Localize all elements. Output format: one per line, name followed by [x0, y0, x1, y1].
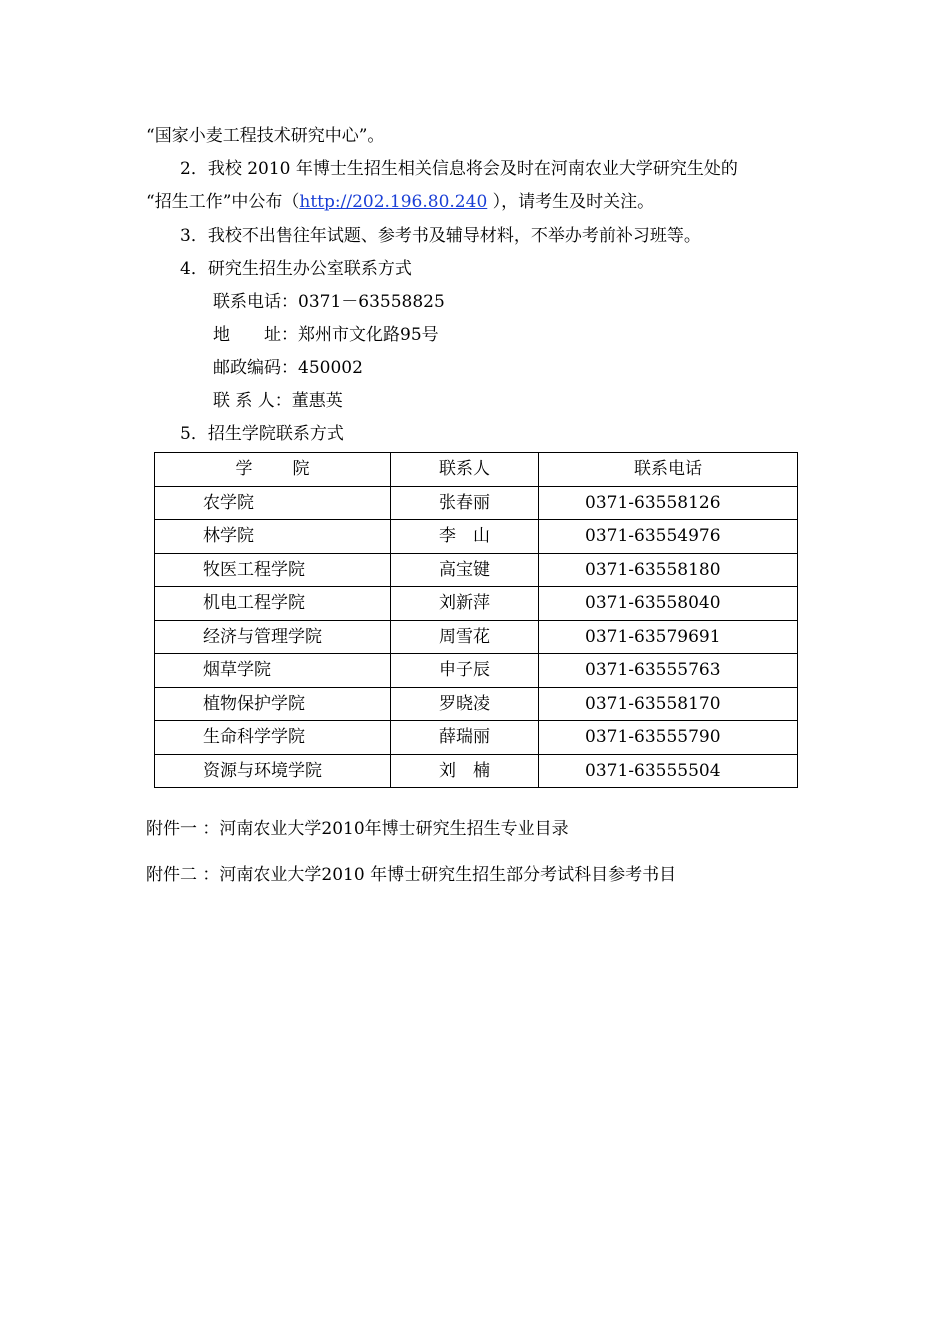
header-contact-person: 联系人 [391, 453, 539, 487]
college-cell: 资源与环境学院 [155, 754, 391, 788]
contact-phone-cell: 0371-63555790 [539, 721, 798, 755]
office-address: 地 址：郑州市文化路95号 [213, 325, 439, 345]
contact-person-cell: 李 山 [391, 520, 539, 554]
office-contact: 联 系 人：董惠英 [213, 391, 343, 411]
contact-phone-cell: 0371-63579691 [539, 620, 798, 654]
header-college: 学院 [155, 453, 391, 487]
item-2-line-2 [146, 191, 654, 213]
office-phone: 联系电话：0371－63558825 [213, 292, 445, 312]
contact-phone-cell: 0371-63554976 [539, 520, 798, 554]
item-5-heading: 5．招生学院联系方式 [180, 424, 344, 444]
header-contact-phone: 联系电话 [539, 453, 798, 487]
contact-person-cell: 周雪花 [391, 620, 539, 654]
contact-person-cell: 张春丽 [391, 486, 539, 520]
intro-line-1: “国家小麦工程技术研究中心”。 [146, 126, 385, 146]
office-postcode: 邮政编码：450002 [213, 358, 363, 378]
contact-person-cell: 刘新萍 [391, 587, 539, 621]
table-row [155, 486, 798, 520]
table-body [155, 486, 798, 788]
contact-phone-cell: 0371-63555504 [539, 754, 798, 788]
college-cell: 经济与管理学院 [155, 620, 391, 654]
contact-phone-cell: 0371-63555763 [539, 654, 798, 688]
table-row [155, 553, 798, 587]
table-row [155, 754, 798, 788]
item-2-text-after-link: ），请考生及时关注。 [487, 192, 655, 212]
college-cell: 林学院 [155, 520, 391, 554]
table-row [155, 520, 798, 554]
contact-phone-cell: 0371-63558126 [539, 486, 798, 520]
item-2-line-1: 2．我校 2010 年博士生招生相关信息将会及时在河南农业大学研究生处的 [180, 159, 738, 179]
college-cell: 植物保护学院 [155, 687, 391, 721]
college-cell: 牧医工程学院 [155, 553, 391, 587]
contact-phone-cell: 0371-63558170 [539, 687, 798, 721]
item-4-heading: 4．研究生招生办公室联系方式 [180, 259, 412, 279]
table-row [155, 721, 798, 755]
table-row [155, 654, 798, 688]
contact-person-cell: 高宝键 [391, 553, 539, 587]
contact-phone-cell: 0371-63558180 [539, 553, 798, 587]
contact-person-cell: 薛瑞丽 [391, 721, 539, 755]
item-3: 3．我校不出售往年试题、参考书及辅导材料，不举办考前补习班等。 [180, 226, 701, 246]
table-header-row [155, 453, 798, 487]
contact-person-cell: 罗晓凌 [391, 687, 539, 721]
attachment-1: 附件一 ：河南农业大学2010年博士研究生招生专业目录 [146, 819, 569, 839]
item-2-text-before-link: “招生工作”中公布（ [146, 192, 300, 212]
graduate-admissions-link[interactable]: http://202.196.80.240 [299, 192, 488, 212]
table-row [155, 587, 798, 621]
contact-person-cell: 申子辰 [391, 654, 539, 688]
contact-phone-cell: 0371-63558040 [539, 587, 798, 621]
table-row [155, 687, 798, 721]
college-cell: 农学院 [155, 486, 391, 520]
attachment-2: 附件二 ：河南农业大学2010 年博士研究生招生部分考试科目参考书目 [146, 865, 677, 885]
college-cell: 生命科学学院 [155, 721, 391, 755]
college-contacts-table [154, 452, 798, 788]
contact-person-cell: 刘 楠 [391, 754, 539, 788]
table-row [155, 620, 798, 654]
college-cell: 机电工程学院 [155, 587, 391, 621]
college-cell: 烟草学院 [155, 654, 391, 688]
